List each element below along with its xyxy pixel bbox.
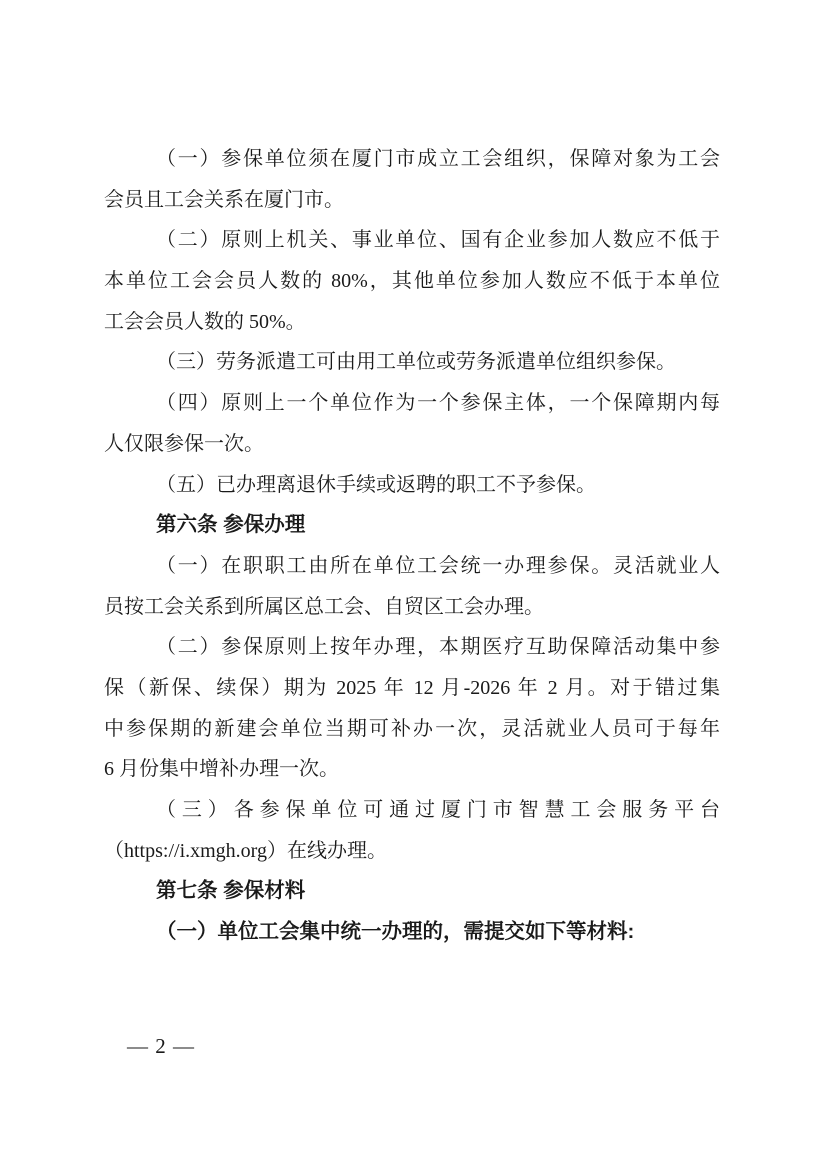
text-line: （二）原则上机关、事业单位、国有企业参加人数应不低于	[156, 229, 720, 252]
bold-clause-item	[104, 912, 720, 953]
text-line: （https://i.xmgh.org）在线办理。	[104, 839, 387, 862]
text-line: 员按工会关系到所属区总工会、自贸区工会办理。	[104, 595, 544, 618]
text-line: 人仅限参保一次。	[104, 432, 264, 455]
text-line: 保（新保、续保）期为 2025 年 12 月-2026 年 2 月。对于错过集	[104, 676, 720, 699]
clause-item	[104, 139, 720, 220]
page-number: — 2 —	[127, 1034, 195, 1058]
clause-item	[104, 465, 720, 506]
text-line: （二）参保原则上按年办理，本期医疗互助保障活动集中参	[156, 636, 720, 659]
clause-item	[104, 342, 720, 383]
clause-item	[104, 790, 720, 871]
text-line: 第七条 参保材料	[156, 879, 306, 903]
text-line: 6 月份集中增补办理一次。	[104, 758, 339, 781]
clause-item	[104, 383, 720, 464]
text-line: （三）各参保单位可通过厦门市智慧工会服务平台	[156, 799, 720, 821]
text-line: 工会会员人数的 50%。	[104, 310, 306, 333]
clause-item	[104, 220, 720, 342]
clause-item	[104, 627, 720, 790]
text-line: 会员且工会关系在厦门市。	[104, 188, 344, 211]
text-line: 本单位工会会员人数的 80%，其他单位参加人数应不低于本单位	[104, 270, 720, 293]
text-line: （三）劳务派遣工可由用工单位或劳务派遣单位组织参保。	[156, 351, 676, 374]
clause-item	[104, 546, 720, 627]
text-line: （一）在职职工由所在单位工会统一办理参保。灵活就业人	[156, 554, 720, 577]
text-line: 第六条 参保办理	[156, 513, 306, 537]
document-body	[104, 139, 720, 953]
text-line: 中参保期的新建会单位当期可补办一次，灵活就业人员可于每年	[104, 717, 720, 740]
article-heading	[104, 505, 720, 546]
text-line: （一）单位工会集中统一办理的，需提交如下等材料:	[156, 920, 635, 944]
text-line: （一）参保单位须在厦门市成立工会组织，保障对象为工会	[156, 148, 720, 170]
text-line: （五）已办理离退休手续或返聘的职工不予参保。	[156, 473, 596, 496]
article-heading	[104, 871, 720, 912]
text-line: （四）原则上一个单位作为一个参保主体，一个保障期内每	[156, 392, 720, 415]
